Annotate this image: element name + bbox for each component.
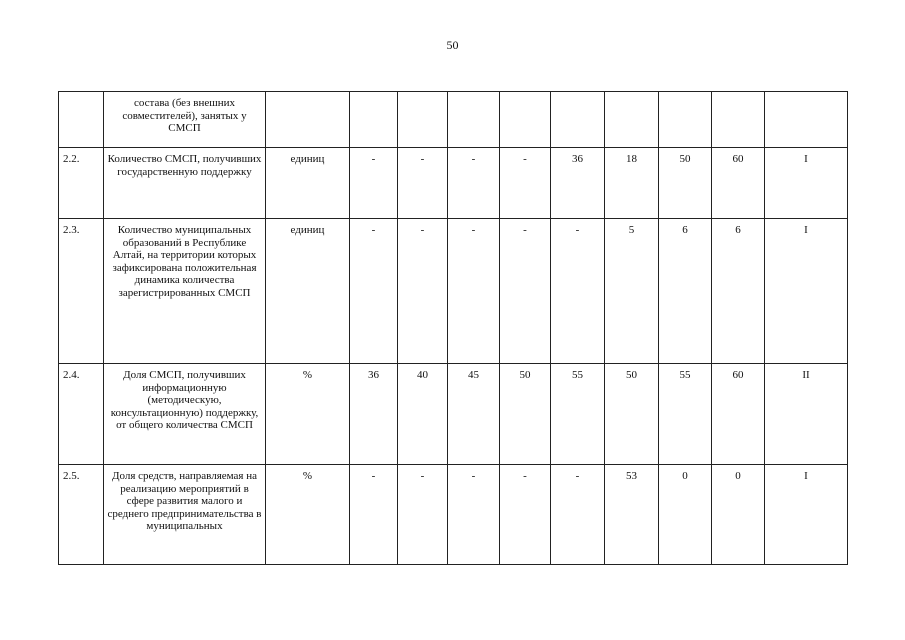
value-cell: 0	[659, 465, 712, 565]
value-cell: -	[448, 219, 500, 364]
value-cell: 55	[659, 364, 712, 465]
value-cell: 53	[605, 465, 659, 565]
indicator-name: Количество СМСП, получивших государственную поддержку	[104, 148, 266, 219]
value-cell: -	[500, 219, 551, 364]
row-number: 2.4.	[59, 364, 104, 465]
value-cell	[659, 92, 712, 148]
value-cell: 45	[448, 364, 500, 465]
unit-cell: единиц	[266, 148, 350, 219]
table-row	[59, 148, 848, 219]
page-number: 50	[446, 38, 459, 52]
value-cell: 18	[605, 148, 659, 219]
unit-cell	[266, 92, 350, 148]
value-cell: 40	[398, 364, 448, 465]
value-cell: -	[398, 465, 448, 565]
row-number: 2.5.	[59, 465, 104, 565]
group-cell: I	[765, 148, 848, 219]
value-cell: -	[448, 148, 500, 219]
group-cell: II	[765, 364, 848, 465]
value-cell: -	[500, 148, 551, 219]
indicator-name: Доля средств, направляемая на реализацию мероприятий в сфере развития малого и среднего предпринимательства в муниципальных	[104, 465, 266, 565]
row-number	[59, 92, 104, 148]
value-cell: 6	[712, 219, 765, 364]
value-cell	[712, 92, 765, 148]
value-cell	[605, 92, 659, 148]
value-cell: 5	[605, 219, 659, 364]
value-cell	[448, 92, 500, 148]
value-cell: 36	[350, 364, 398, 465]
value-cell: -	[551, 219, 605, 364]
value-cell: 60	[712, 148, 765, 219]
unit-cell: единиц	[266, 219, 350, 364]
indicator-name: состава (без внешних совместителей), занятых у СМСП	[104, 92, 266, 148]
group-cell: I	[765, 219, 848, 364]
value-cell	[350, 92, 398, 148]
value-cell: -	[398, 219, 448, 364]
value-cell	[398, 92, 448, 148]
row-number: 2.2.	[59, 148, 104, 219]
row-number: 2.3.	[59, 219, 104, 364]
unit-cell: %	[266, 364, 350, 465]
value-cell: -	[500, 465, 551, 565]
value-cell: -	[398, 148, 448, 219]
value-cell: -	[350, 465, 398, 565]
value-cell: 36	[551, 148, 605, 219]
value-cell: -	[350, 148, 398, 219]
table-row	[59, 219, 848, 364]
table-row	[59, 92, 848, 148]
indicator-name: Доля СМСП, получивших информационную (методическую, консультационную) поддержку, от общего количества СМСП	[104, 364, 266, 465]
table-row	[59, 364, 848, 465]
value-cell: -	[551, 465, 605, 565]
unit-cell: %	[266, 465, 350, 565]
value-cell: 55	[551, 364, 605, 465]
value-cell: 6	[659, 219, 712, 364]
value-cell: -	[448, 465, 500, 565]
value-cell: 50	[659, 148, 712, 219]
table-row	[59, 465, 848, 565]
value-cell: 50	[605, 364, 659, 465]
value-cell: 0	[712, 465, 765, 565]
value-cell	[551, 92, 605, 148]
group-cell	[765, 92, 848, 148]
indicator-name: Количество муниципальных образований в Республике Алтай, на территории которых зафиксирована положительная динамика количества зарегистрированных СМСП	[104, 219, 266, 364]
indicators-table	[58, 91, 848, 565]
value-cell	[500, 92, 551, 148]
value-cell: -	[350, 219, 398, 364]
group-cell: I	[765, 465, 848, 565]
value-cell: 60	[712, 364, 765, 465]
value-cell: 50	[500, 364, 551, 465]
